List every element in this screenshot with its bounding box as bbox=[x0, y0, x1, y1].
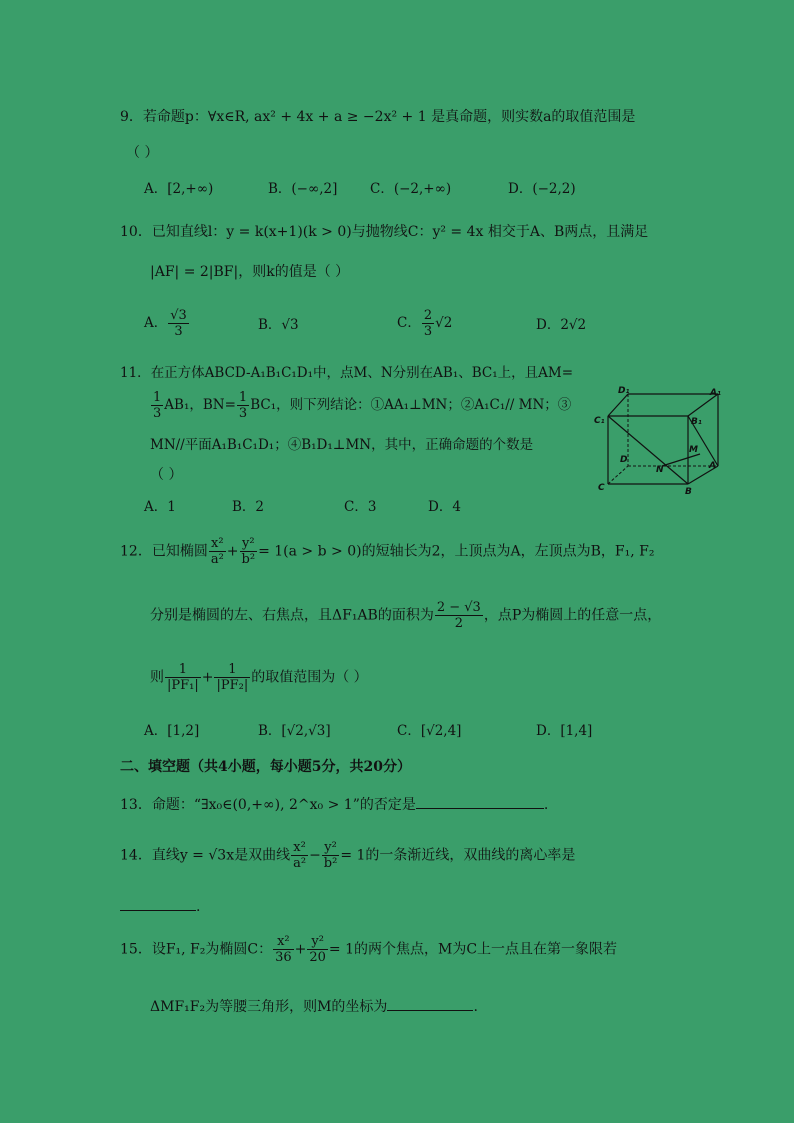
q11-option-a: A．1 bbox=[144, 499, 176, 515]
q10-number: 10． bbox=[120, 224, 152, 240]
section-fill-in-title: 二、填空题（共4小题，每小题5分，共20分） bbox=[120, 759, 411, 775]
label-c1: C₁ bbox=[594, 416, 605, 426]
q12-frac-pf2: $\frac{1}{\text{|PF₂|}}$ bbox=[216, 662, 249, 693]
q11-line3: MN//平面A₁B₁C₁D₁；④B₁D₁⊥MN，其中，正确命题的个数是 bbox=[150, 437, 534, 453]
q10-option-d: D．2√2 bbox=[536, 317, 587, 333]
q10-option-c-frac: $\frac{2}{3}$ bbox=[423, 308, 433, 339]
q10-option-b: B．√3 bbox=[258, 317, 299, 333]
q11-paren: （ ） bbox=[150, 467, 183, 483]
q10-option-a-frac: $\frac{√3}{3}$ bbox=[170, 308, 187, 339]
q14-frac-y: $\frac{\text{y²}}{\text{b²}}$ bbox=[323, 840, 338, 871]
q12-option-b: B．[√2,√3] bbox=[258, 723, 331, 739]
label-c: C bbox=[598, 483, 605, 493]
q15-frac-x: $\frac{\text{x²}}{36}$ bbox=[275, 934, 292, 965]
q10-option-a: A． $\frac{√3}{3}$ bbox=[144, 308, 187, 339]
q11-line1: 在正方体ABCD-A₁B₁C₁D₁中，点M、N分别在AB₁、BC₁上，且AM= bbox=[150, 365, 574, 381]
q9-paren: （ ） bbox=[126, 145, 159, 161]
q9-option-b: B．(−∞,2] bbox=[268, 181, 338, 197]
label-m: M bbox=[689, 445, 698, 455]
q13-stem: 13．命题：“∃x₀∈(0,+∞), 2^x₀ > 1”的否定是 . bbox=[120, 794, 548, 814]
q9-text: 若命题p：∀x∈R, ax² + 4x + a ≥ −2x² + 1 是真命题，则实数a的取值范围是 bbox=[142, 109, 636, 125]
q14-answer: . bbox=[120, 896, 200, 916]
label-n: N bbox=[656, 465, 664, 475]
q12-stem: 12．已知椭圆 $\frac{\text{x²}}{\text{a²}}$ + $\frac{\text{y²}}{\text{b²}}$ = 1(a > b > 0)的短轴长为2，上顶点为A，左顶点为B，F₁, F₂ bbox=[120, 536, 655, 567]
q11-stem bbox=[120, 364, 573, 382]
q12-frac-area: $\frac{2 - √3}{2}$ bbox=[436, 600, 481, 631]
q13-answer-blank[interactable] bbox=[416, 794, 544, 809]
q10-text: 已知直线l：y = k(x+1)(k > 0)与抛物线C：y² = 4x 相交于A、B两点，且满足 bbox=[151, 224, 649, 240]
q9-option-a: A．[2,+∞) bbox=[144, 181, 214, 197]
q11-option-b: B．2 bbox=[232, 499, 265, 515]
q12-frac-y: $\frac{\text{y²}}{\text{b²}}$ bbox=[241, 536, 256, 567]
q9-number: 9． bbox=[120, 109, 143, 125]
q14-number: 14． bbox=[120, 847, 152, 864]
q12-frac-pf1: $\frac{1}{\text{|PF₁|}}$ bbox=[167, 662, 199, 693]
q15-stem: 15．设F₁, F₂为椭圆C： $\frac{\text{x²}}{36}$ + $\frac{\text{y²}}{20}$ = 1的两个焦点，M为C上一点且在第一象限若 bbox=[120, 934, 618, 965]
q9-option-d: D．(−2,2) bbox=[508, 181, 576, 197]
q14-stem: 14．直线y = √3x是双曲线 $\frac{\text{x²}}{\text{a²}}$ − $\frac{\text{y²}}{\text{b²}}$ = 1的一条渐近线，双曲线的离心率是 bbox=[120, 840, 576, 871]
q9-stem bbox=[120, 108, 635, 126]
label-a: A bbox=[709, 461, 716, 471]
q14-frac-x: $\frac{\text{x²}}{\text{a²}}$ bbox=[293, 840, 307, 871]
q11-number: 11． bbox=[120, 365, 151, 381]
q11-option-d: D．4 bbox=[428, 499, 461, 515]
q10-stem bbox=[120, 223, 648, 241]
q10-line2: |AF| = 2|BF|，则k的值是（ ） bbox=[150, 264, 350, 280]
label-b1: B₁ bbox=[691, 417, 702, 427]
cube-figure bbox=[590, 384, 730, 496]
label-b: B bbox=[685, 487, 692, 496]
q11-line2: $\frac{1}{3}$ AB₁，BN= $\frac{1}{3}$ BC₁，则下列结论：①AA₁⊥MN；②A₁C₁// MN；③ bbox=[153, 390, 572, 421]
q12-number: 12． bbox=[120, 543, 152, 560]
q11-frac-bn: $\frac{1}{3}$ bbox=[238, 390, 248, 421]
q12-option-a: A．[1,2] bbox=[144, 723, 200, 739]
label-d1: D₁ bbox=[618, 386, 630, 396]
q11-frac-am: $\frac{1}{3}$ bbox=[153, 390, 162, 421]
q10-option-c: C． $\frac{2}{3}$ √2 bbox=[397, 308, 453, 339]
q12-line3: 则 $\frac{1}{\text{|PF₁|}}$ + $\frac{1}{\text{|PF₂|}}$ 的取值范围为（ ） bbox=[150, 662, 368, 693]
q14-answer-blank[interactable] bbox=[120, 896, 196, 911]
q11-option-c: C．3 bbox=[344, 499, 377, 515]
q12-option-c: C．[√2,4] bbox=[397, 723, 462, 739]
q12-line2: 分别是椭圆的左、右焦点，且ΔF₁AB的面积为 $\frac{2 - √3}{2}$ ，点P为椭圆上的任意一点， bbox=[150, 600, 662, 631]
q13-number: 13． bbox=[120, 797, 152, 813]
q15-frac-y: $\frac{\text{y²}}{20}$ bbox=[309, 934, 326, 965]
q12-option-d: D．[1,4] bbox=[536, 723, 593, 739]
q15-line2: ΔMF₁F₂为等腰三角形，则M的坐标为 . bbox=[150, 996, 478, 1016]
label-d: D bbox=[620, 455, 628, 465]
label-a1: A₁ bbox=[710, 388, 721, 398]
q9-option-c: C．(−2,+∞) bbox=[370, 181, 452, 197]
q15-number: 15． bbox=[120, 941, 152, 958]
q15-answer-blank[interactable] bbox=[387, 996, 473, 1011]
q12-frac-x: $\frac{\text{x²}}{\text{a²}}$ bbox=[210, 536, 224, 567]
